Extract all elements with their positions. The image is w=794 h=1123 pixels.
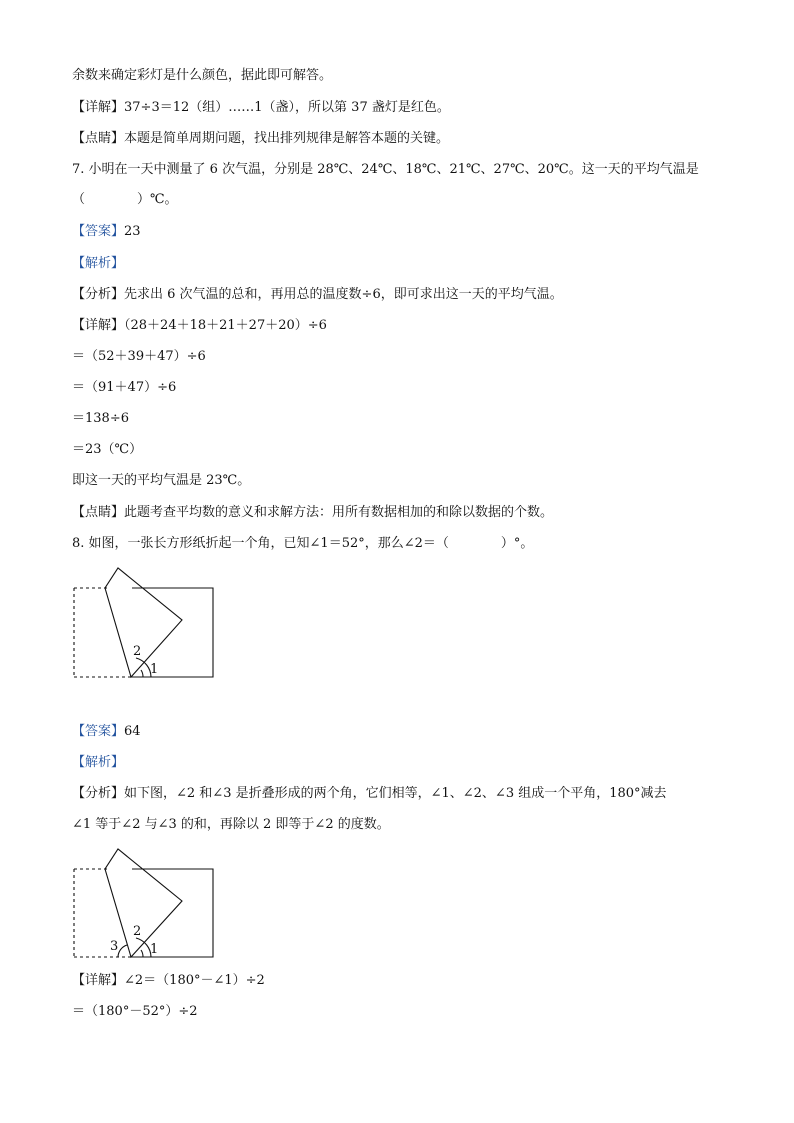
analysis-7-header: 【解析】	[72, 256, 125, 271]
angle-2-label: 2	[133, 924, 142, 939]
conclusion-line: 即这一天的平均气温是 23℃。	[72, 473, 251, 488]
step-line: ＝138÷6	[72, 411, 129, 426]
analysis-8: 【分析】如下图，∠2 和∠3 是折叠形成的两个角，它们相等，∠1、∠2、∠3 组成一个平角，180°减去	[72, 786, 667, 801]
angle-1-label: 1	[150, 942, 159, 957]
remark-line: 【点睛】本题是简单周期问题，找出排列规律是解答本题的关键。	[72, 131, 450, 146]
analysis-8-header: 【解析】	[72, 755, 125, 770]
angle-2-label: 2	[133, 644, 142, 659]
analysis-7: 【分析】先求出 6 次气温的总和，再用总的温度数÷6，即可求出这一天的平均气温。	[72, 287, 563, 302]
fold-diagram	[70, 560, 220, 684]
answer-8: 【答案】64	[72, 724, 141, 739]
text-line: 余数来确定彩灯是什么颜色，据此即可解答。	[72, 68, 333, 83]
step-line: ＝23（℃）	[72, 442, 143, 457]
step-line: ＝（52＋39＋47）÷6	[72, 349, 206, 364]
fold-diagram-annotated	[70, 840, 220, 964]
answer-7: 【答案】23	[72, 224, 141, 239]
remark-7: 【点睛】此题考查平均数的意义和求解方法：用所有数据相加的和除以数据的个数。	[72, 505, 554, 520]
detail-8: 【详解】∠2＝（180°－∠1）÷2	[72, 973, 265, 988]
question-7: 7. 小明在一天中测量了 6 次气温，分别是 28℃、24℃、18℃、21℃、27℃、20℃。这一天的平均气温是	[72, 162, 699, 177]
question-7-blank: （ ）℃。	[72, 192, 178, 207]
step-line: ＝（180°－52°）÷2	[72, 1004, 198, 1019]
angle-1-label: 1	[150, 662, 159, 677]
detail-tag: 【详解】	[72, 100, 125, 115]
answer-tag: 【答案】	[72, 224, 125, 239]
remark-tag: 【点睛】	[72, 131, 125, 146]
question-8: 8. 如图，一张长方形纸折起一个角，已知∠1＝52°，那么∠2＝（ ）°。	[72, 536, 534, 551]
angle-3-label: 3	[110, 939, 119, 954]
detail-7: 【详解】（28＋24＋18＋21＋27＋20）÷6	[72, 318, 327, 333]
analysis-8-cont: ∠1 等于∠2 与∠3 的和，再除以 2 即等于∠2 的度数。	[72, 817, 390, 832]
fold-figure-1	[70, 560, 220, 688]
detail-line: 【详解】37÷3＝12（组）……1（盏），所以第 37 盏灯是红色。	[72, 100, 450, 115]
step-line: ＝（91＋47）÷6	[72, 380, 177, 395]
fold-figure-2	[70, 840, 220, 968]
